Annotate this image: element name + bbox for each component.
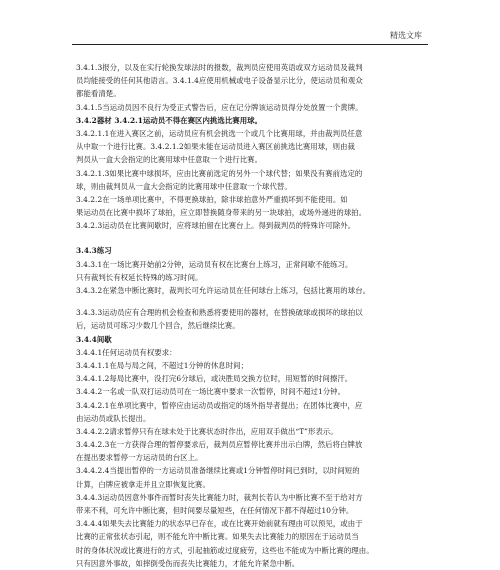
text-line: 后，运动员可练习少数几个回合，然后继续比赛。 bbox=[76, 321, 240, 331]
text-line: 只有裁判长有权延长特殊的练习时间。 bbox=[76, 272, 203, 282]
text-line: 3.4.2.2在一场单项比赛中，不得更换球拍，除非球拍意外严重损坏到不能使用。如 bbox=[76, 194, 348, 204]
header-rule bbox=[72, 44, 428, 45]
text-line: 3.4.2.1.1在进入赛区之前，运动员应有机会挑选一个或几个比赛用球，并由裁判员任意 bbox=[76, 128, 363, 138]
text-line: 果运动员在比赛中损坏了球拍，应立即替换随身带来的另一块球拍，或场外递进的球拍。 bbox=[76, 208, 367, 218]
text-line: 3.4.3.3运动员应有合理的机会检查和熟悉将要使用的器材，在替换破球或损坏的球拍以 bbox=[76, 308, 363, 318]
header-title: 精选文库 bbox=[390, 31, 422, 40]
paragraph-gap bbox=[76, 297, 428, 306]
text-line: 3.4.4.3运动员因意外事件而暂时丧失比赛能力时，裁判长若认为中断比赛不至于给对方 bbox=[76, 492, 363, 502]
text-line: 3.4.3.2在紧急中断比赛时，裁判长可允许运动员在任何球台上练习，包括比赛用的球台。 bbox=[76, 286, 371, 295]
text-line: 时的身体状况或比赛进行的方式，引起抽筋或过度疲劳，这些也不能成为中断比赛的理由。 bbox=[76, 545, 374, 555]
section-heading-line: 3.4.4间歇 bbox=[76, 334, 112, 344]
text-line: 3.4.4.2.2请求暂停只有在球未处于比赛状态时作出，应用双手做出“T”形表示。 bbox=[76, 426, 338, 436]
text-line: 3.4.4.2一名或一队双打运动员可在一场比赛中要求一次暂停，时间不超过1分钟。 bbox=[76, 387, 346, 397]
text-line: 在提出要求暂停一方运动员的台区上。 bbox=[76, 453, 203, 463]
text-line: 3.4.4.1.1在局与局之间，不超过1分钟的休息时间； bbox=[76, 360, 249, 370]
text-line: 3.4.1.5当运动员因不良行为受正式警告后，应在记分牌该运动员得分处放置一个黄牌。 bbox=[76, 102, 363, 112]
text-line: 3.4.4.1.2每局比赛中，没打完6分球后，或决胜局交换方位时，用短暂的时间擦汗。 bbox=[76, 374, 353, 384]
text-line: 带来不利，可允许中断比赛，但时间要尽量短些，在任何情况下都不得超过10分钟。 bbox=[76, 506, 354, 515]
text-line: 都能看清楚。 bbox=[76, 89, 121, 99]
text-line: 从中取一个进行比赛。3.4.2.1.2如果未能在运动员进入赛区前挑选比赛用球，则由裁 bbox=[76, 142, 355, 152]
document-body bbox=[76, 61, 428, 570]
text-line: 员均能接受的任何其他语言。3.4.1.4应使用机械或电子设备显示比分，使运动员和观众 bbox=[76, 76, 363, 86]
text-line: 3.4.2.3运动员在比赛间歇时，应将球拍留在比赛台上。得到裁判员的特殊许可除外。 bbox=[76, 221, 356, 231]
text-line: 3.4.4.2.3在一方获得合理的暂停要求后，裁判员应暂停比赛并出示白牌，然后将白牌放 bbox=[76, 440, 363, 450]
text-line: 球，则由裁判员从一盒大会指定的比赛用球中任意取一个球代替。 bbox=[76, 181, 292, 191]
section-heading-line: 3.4.3练习 bbox=[76, 246, 112, 256]
text-line: 计算，白牌应被拿走并且立即恢复比赛。 bbox=[76, 479, 210, 489]
text-line: 3.4.4.1任何运动员有权要求： bbox=[76, 347, 177, 357]
text-line: 由运动员或队长提出。 bbox=[76, 413, 151, 423]
text-line: 3.4.4.2.4当提出暂停的一方运动员准备继续比赛或1分钟暂停时间已到时，以时间短的 bbox=[76, 466, 360, 476]
page-header bbox=[0, 0, 500, 48]
text-line: 判员从一盒大会指定的比赛用球中任意取一个进行比赛。 bbox=[76, 155, 263, 165]
text-line: 3.4.2.1.3如果比赛中球损坏，应由比赛前选定的另外一个球代替；如果没有赛前选定的 bbox=[76, 168, 363, 178]
text-line: 3.4.4.2.1在单项比赛中，暂停应由运动员或指定的场外指导者提出；在团体比赛中，应 bbox=[76, 400, 363, 410]
section-heading-line: 3.4.2器材 3.4.2.1运动员不得在赛区内挑选比赛用球。 bbox=[76, 115, 263, 125]
text-line: 3.4.1.3报分，以及在实行轮换发球法时的报数，裁判员应使用英语或双方运动员及裁判 bbox=[76, 63, 363, 72]
text-line: 3.4.3.1在一场比赛开始前2分钟，运动员有权在比赛台上练习，正常间歇不能练习。 bbox=[76, 259, 353, 269]
paragraph-gap bbox=[76, 232, 428, 244]
text-line: 比赛的正常张状态引起，则不能允许中断比赛。如果失去比赛能力的原因在于运动员当 bbox=[76, 532, 359, 542]
text-line: 3.4.4.4如果失去比赛能力的状态早已存在，或在比赛开始前就有理由可以预见，或由于 bbox=[76, 519, 363, 529]
text-line: 只有因意外事故，如摔倒受伤而丧失比赛能力，才能允许紧急中断。 bbox=[76, 558, 300, 568]
